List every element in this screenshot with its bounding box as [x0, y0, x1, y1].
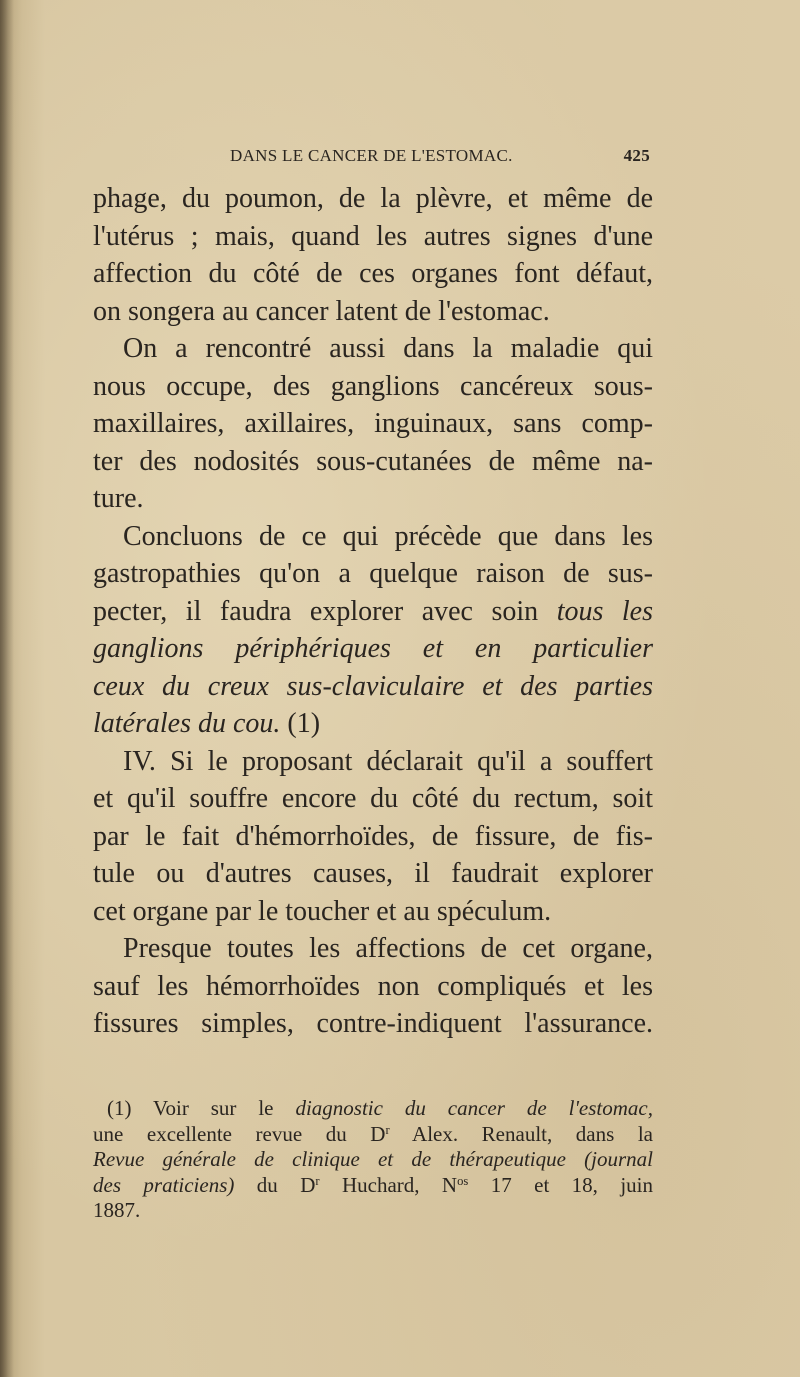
footnote-line: 1887. — [93, 1198, 141, 1222]
paragraph-3 — [93, 518, 653, 743]
superscript: r — [315, 1173, 320, 1188]
footnote-line — [93, 1173, 653, 1199]
text-line: gastropathies qu'on a quelque raison de sus- — [93, 558, 653, 589]
paragraph-4 — [93, 743, 653, 931]
text-line: nous occupe, des ganglions cancéreux sous- — [93, 370, 653, 402]
text-run: pecter, il faudra explorer avec soin — [93, 595, 557, 627]
text-line: fissures simples, contre-indiquent l'assurance. — [93, 1008, 653, 1039]
text-line-mixed — [93, 705, 653, 743]
emphasis-line: ceux du creux sus-claviculaire et des parties — [93, 670, 653, 702]
superscript: r — [385, 1122, 390, 1137]
text-run: une excellente revue du D — [93, 1121, 386, 1146]
page-binding-shadow — [0, 0, 14, 1377]
text-line: l'utérus ; mais, quand les autres signes d'une — [93, 220, 653, 252]
text-run: du D — [234, 1172, 316, 1197]
text-line: ter des nodosités sous-cutanées de même na- — [93, 445, 653, 477]
text-line: phage, du poumon, de la plèvre, et même de — [93, 183, 653, 214]
text-line: cet organe par le toucher et au spéculum. — [93, 895, 552, 927]
text-line: affection du côté de ces organes font défaut, — [93, 258, 653, 289]
emphasis-run: tous les — [556, 595, 654, 627]
emphasis-run: latérales du cou. — [93, 708, 281, 739]
footnote-line — [93, 1096, 653, 1122]
footnote — [93, 1096, 653, 1224]
text-line: tule ou d'autres causes, il faudrait explorer — [93, 858, 653, 889]
running-title: DANS LE CANCER DE L'ESTOMAC. — [230, 146, 513, 165]
footnote-reference: (1) — [280, 708, 321, 739]
page-number: 425 — [623, 146, 650, 165]
text-line: et qu'il souffre encore du côté du rectum, soit — [93, 783, 653, 814]
superscript: os — [457, 1173, 469, 1188]
text-line: Concluons de ce qui précède que dans les — [123, 520, 653, 552]
text-line: maxillaires, axillaires, inguinaux, sans comp- — [93, 408, 653, 439]
text-line: par le fait d'hémorrhoïdes, de fissure, de fis- — [93, 820, 653, 852]
text-line: On a rencontré aussi dans la maladie qui — [123, 333, 653, 364]
text-run: Alex. Renault, dans la — [389, 1121, 653, 1146]
paragraph-5 — [93, 930, 653, 1043]
text-line: Presque toutes les affections de cet organe, — [123, 933, 653, 964]
text-line: on songera au cancer latent de l'estomac. — [93, 295, 550, 327]
text-line-mixed — [93, 593, 653, 631]
text-line: sauf les hémorrhoïdes non compliqués et les — [93, 970, 653, 1002]
text-run: (1) Voir sur le — [107, 1096, 296, 1120]
footnote-line — [93, 1122, 653, 1148]
running-header — [86, 142, 658, 172]
emphasis-run: des praticiens) — [93, 1172, 235, 1197]
paragraph-2 — [93, 330, 653, 518]
text-run: 17 et 18, juin — [468, 1172, 654, 1197]
text-run: Huchard, N — [319, 1172, 458, 1197]
text-line: ture. — [93, 483, 144, 514]
text-line: IV. Si le proposant déclarait qu'il a souffert — [123, 745, 653, 777]
paragraph-1 — [93, 180, 653, 330]
emphasis-line: ganglions périphériques et en particulier — [93, 633, 653, 664]
emphasis-run: diagnostic du cancer de l'estomac, — [295, 1096, 653, 1120]
body-text — [93, 180, 653, 1043]
footnote-line: Revue générale de clinique et de thérapeutique (journal — [93, 1147, 653, 1171]
